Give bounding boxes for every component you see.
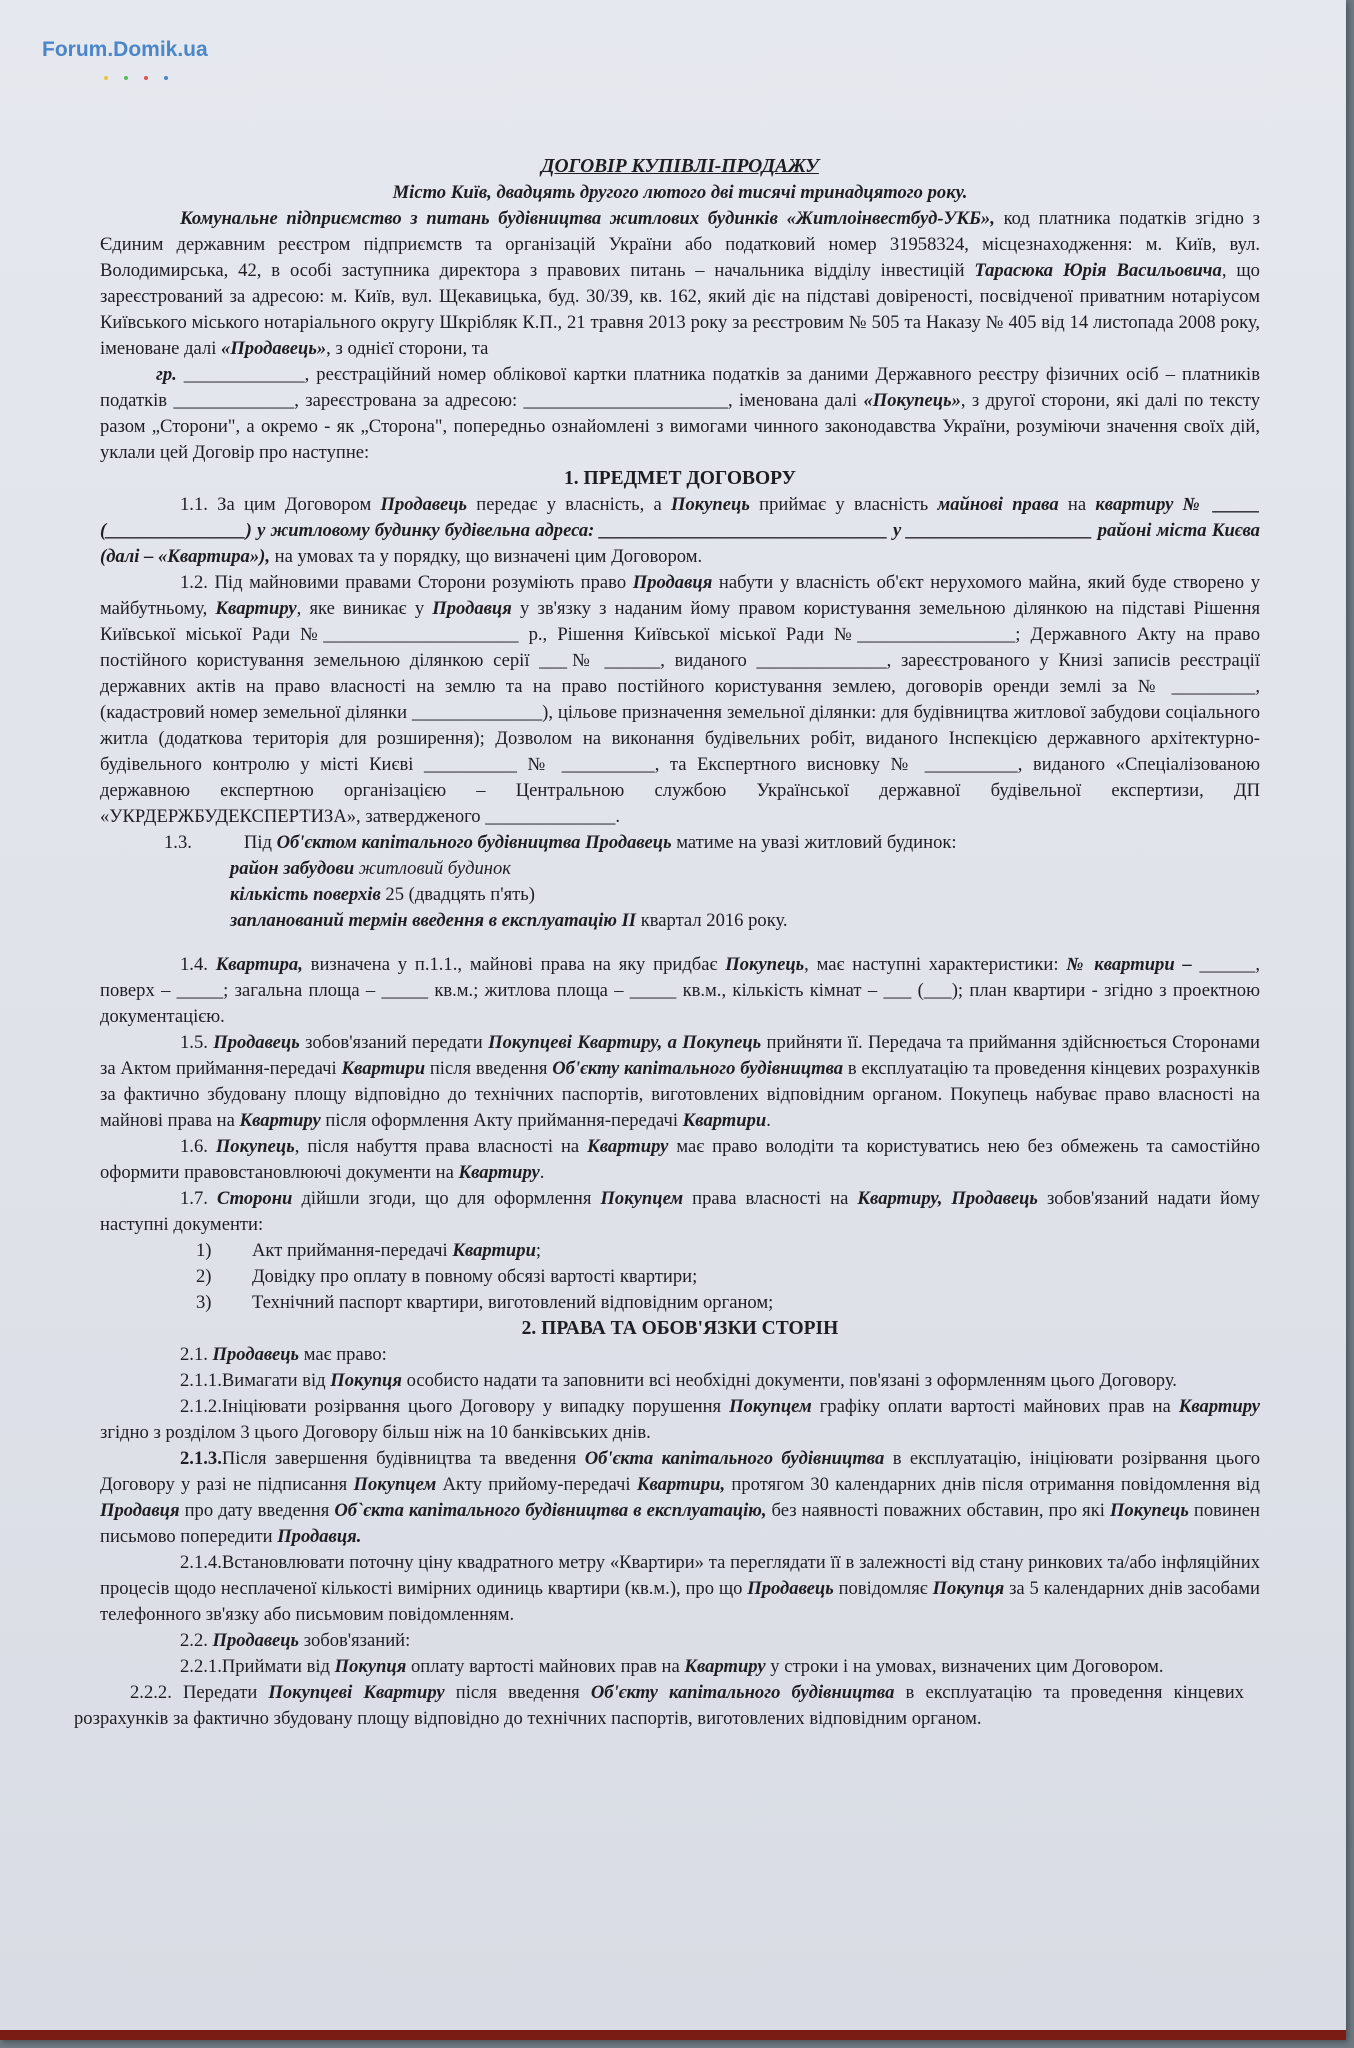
clause-1-4: 1.4. Квартира, визначена у п.1.1., майнові права на яку придбає Покупець, має наступні характеристики: № квартири – ______, поверх – _____; загальна площа – _____ кв.м.; житлова площа – _____ кв.м., кількість кімнат – ___ (___); план квартири - згідно з проектною документацією. <box>100 954 1260 1027</box>
clause-1-3: 1.3. Під Об'єктом капітального будівництва Продавець матиме на увазі житловий будинок: <box>164 832 957 853</box>
list-item: 1) Акт приймання-передачі Квартири; <box>196 1240 542 1261</box>
contract-text <box>74 150 1261 1732</box>
clause-2-1-3: 2.1.3.Після завершення будівництва та введення Об'єкта капітального будівництва в експлуатацію, ініціювати розірвання цього Договору у разі не підписання Покупцем Акту прийому-передачі Квартири, протягом 30 календарних днів після отримання повідомлення від Продавця про дату введення Об`єкта капітального будівництва в експлуатацію, без наявності поважних обставин, про які Покупець повинен письмово попередити Продавця. <box>100 1448 1261 1547</box>
clause-2-1-4: 2.1.4.Встановлювати поточну ціну квадратного метру «Квартири» та переглядати її в залежності від стану ринкових та/або інфляційних процесів щодо несплаченої кількості вимірних одиниць квартири (кв.м.), про що Продавець повідомляє Покупця за 5 календарних днів засобами телефонного зв'язку або письмовим повідомленням. <box>100 1552 1260 1625</box>
clause-2-1: 2.1. Продавець має право: <box>180 1344 387 1365</box>
building-district: район забудови житловий будинок <box>230 858 511 879</box>
clause-2-1-1: 2.1.1.Вимагати від Покупця особисто надати та заповнити всі необхідні документи, пов'язані з оформленням цього Договору. <box>180 1370 1177 1391</box>
clause-2-2: 2.2. Продавець зобов'язаний: <box>180 1630 411 1651</box>
document-title: ДОГОВІР КУПІВЛІ-ПРОДАЖУ <box>541 156 819 177</box>
clause-2-1-2: 2.1.2.Ініціювати розірвання цього Договору у випадку порушення Покупцем графіку оплати вартості майнових прав на Квартиру згідно з розділом 3 цього Договору більш ніж на 10 банківських днів. <box>100 1396 1260 1443</box>
clause-2-2-1: 2.2.1.Приймати від Покупця оплату вартості майнових прав на Квартиру у строки і на умовах, визначених цим Договором. <box>180 1656 1164 1677</box>
building-floors: кількість поверхів 25 (двадцять п'ять) <box>230 884 535 905</box>
clause-1-6: 1.6. Покупець, після набуття права власності на Квартиру має право володіти та користуватись нею без обмежень та самостійно оформити правовстановлюючі документи на Квартиру. <box>100 1136 1260 1183</box>
clause-1-7: 1.7. Сторони дійшли згоди, що для оформлення Покупцем права власності на Квартиру, Продавець зобов'язаний надати йому наступні документи: <box>100 1188 1260 1235</box>
clause-1-1: 1.1. За цим Договором Продавець передає у власність, а Покупець приймає у власність майнові права на квартиру № _____ (_______________) у житловому будинку будівельна адреса: _______________________________ у ____________________ районі міста Києва (далі – «Квартира»), на умовах та у порядку, що визначені цим Договором. <box>100 494 1261 567</box>
list-item: 3) Технічний паспорт квартири, виготовлений відповідним органом; <box>196 1292 774 1313</box>
watermark-dots <box>104 67 184 85</box>
building-commissioning: запланований термін введення в експлуатацію II квартал 2016 року. <box>230 910 788 931</box>
clause-1-2: 1.2. Під майновими правами Сторони розуміють право Продавця набути у власність об'єкт нерухомого майна, який буде створено у майбутньому, Квартиру, яке виникає у Продавця у зв'язку з наданим йому правом користування земельною ділянкою на підставі Рішення Київської міської Ради №_____________________ р., Рішення Київської міської Ради №_________________; Державного Акту на право постійного користування земельною ділянкою серії ___№ ______, виданого ______________, зареєстрованого у Книзі записів реєстрації державних актів на право власності на землю та на право постійного користування землею, договорів оренди землі за № _________, (кадастровий номер земельної ділянки ______________), цільове призначення земельної ділянки: для будівництва житлової забудови соціального житла (додаткова територія для розширення); Дозволом на виконання будівельних робіт, виданого Інспекцією державного архітектурно-будівельного контролю у місті Києві __________ № __________, та Експертного висновку № __________, виданого «Спеціалізованою державною експертною організацією – Центральною службою Української державної будівельної експертизи, ДП «УКРДЕРЖБУДЕКСПЕРТИЗА», затвердженого ______________. <box>100 572 1261 827</box>
paragraph-party1: Комунальне підприємство з питань будівництва житлових будинків «Житлоінвестбуд-УКБ», код платника податків згідно з Єдиним державним реєстром підприємств та організацій України або податковий номер 31958324, місцезнаходження: м. Київ, вул. Володимирська, 42, в особі заступника директора з правових питань – начальника відділу інвестицій Тарасюка Юрія Васильовича, що зареєстрований за адресою: м. Київ, вул. Щекавицька, буд. 30/39, кв. 162, який діє на підставі довіреності, посвідченої приватним нотаріусом Київського міського нотаріального округу Шкрібляк К.П., 21 травня 2013 року за реєстровим № 505 та Наказу № 405 від 14 листопада 2008 року, іменоване далі «Продавець», з однієї сторони, та <box>100 208 1260 359</box>
watermark-logo: Forum.Domik.ua <box>42 38 208 61</box>
section-heading-1: 1. ПРЕДМЕТ ДОГОВОРУ <box>564 468 796 489</box>
place-date: Місто Київ, двадцять другого лютого дві тисячі тринадцятого року. <box>392 182 968 203</box>
clause-2-2-2: 2.2.2. Передати Покупцеві Квартиру після введення Об'єкту капітального будівництва в експлуатацію та проведення кінцевих розрахунків за фактично збудовану площу відповідно до технічних паспортів, виготовлених відповідним органом. <box>74 1682 1244 1729</box>
list-item: 2) Довідку про оплату в повному обсязі вартості квартири; <box>196 1266 698 1287</box>
section-heading-2: 2. ПРАВА ТА ОБОВ'ЯЗКИ СТОРІН <box>521 1318 839 1339</box>
bottom-strip <box>0 2030 1346 2040</box>
clause-1-5: 1.5. Продавець зобов'язаний передати Покупцеві Квартиру, а Покупець прийняти її. Передача та приймання здійснюється Сторонами за Актом приймання-передачі Квартири після введення Об'єкту капітального будівництва в експлуатацію та проведення кінцевих розрахунків за фактично збудовану площу відповідно до технічних паспортів, виготовлених відповідним органом. Покупець набуває право власності на майнові права на Квартиру після оформлення Акту приймання-передачі Квартири. <box>100 1032 1261 1131</box>
paragraph-party2: гр. _____________, реєстраційний номер облікової картки платника податків за даними Державного реєстру фізичних осіб – платників податків _____________, зареєстрована за адресою: ______________________, іменована далі «Покупець», з другої сторони, які далі по тексту разом „Сторони", а окремо - як „Сторона", попередньо ознайомлені з вимогами чинного законодавства України, розуміючи значення своїх дій, уклали цей Договір про наступне: <box>100 364 1260 463</box>
